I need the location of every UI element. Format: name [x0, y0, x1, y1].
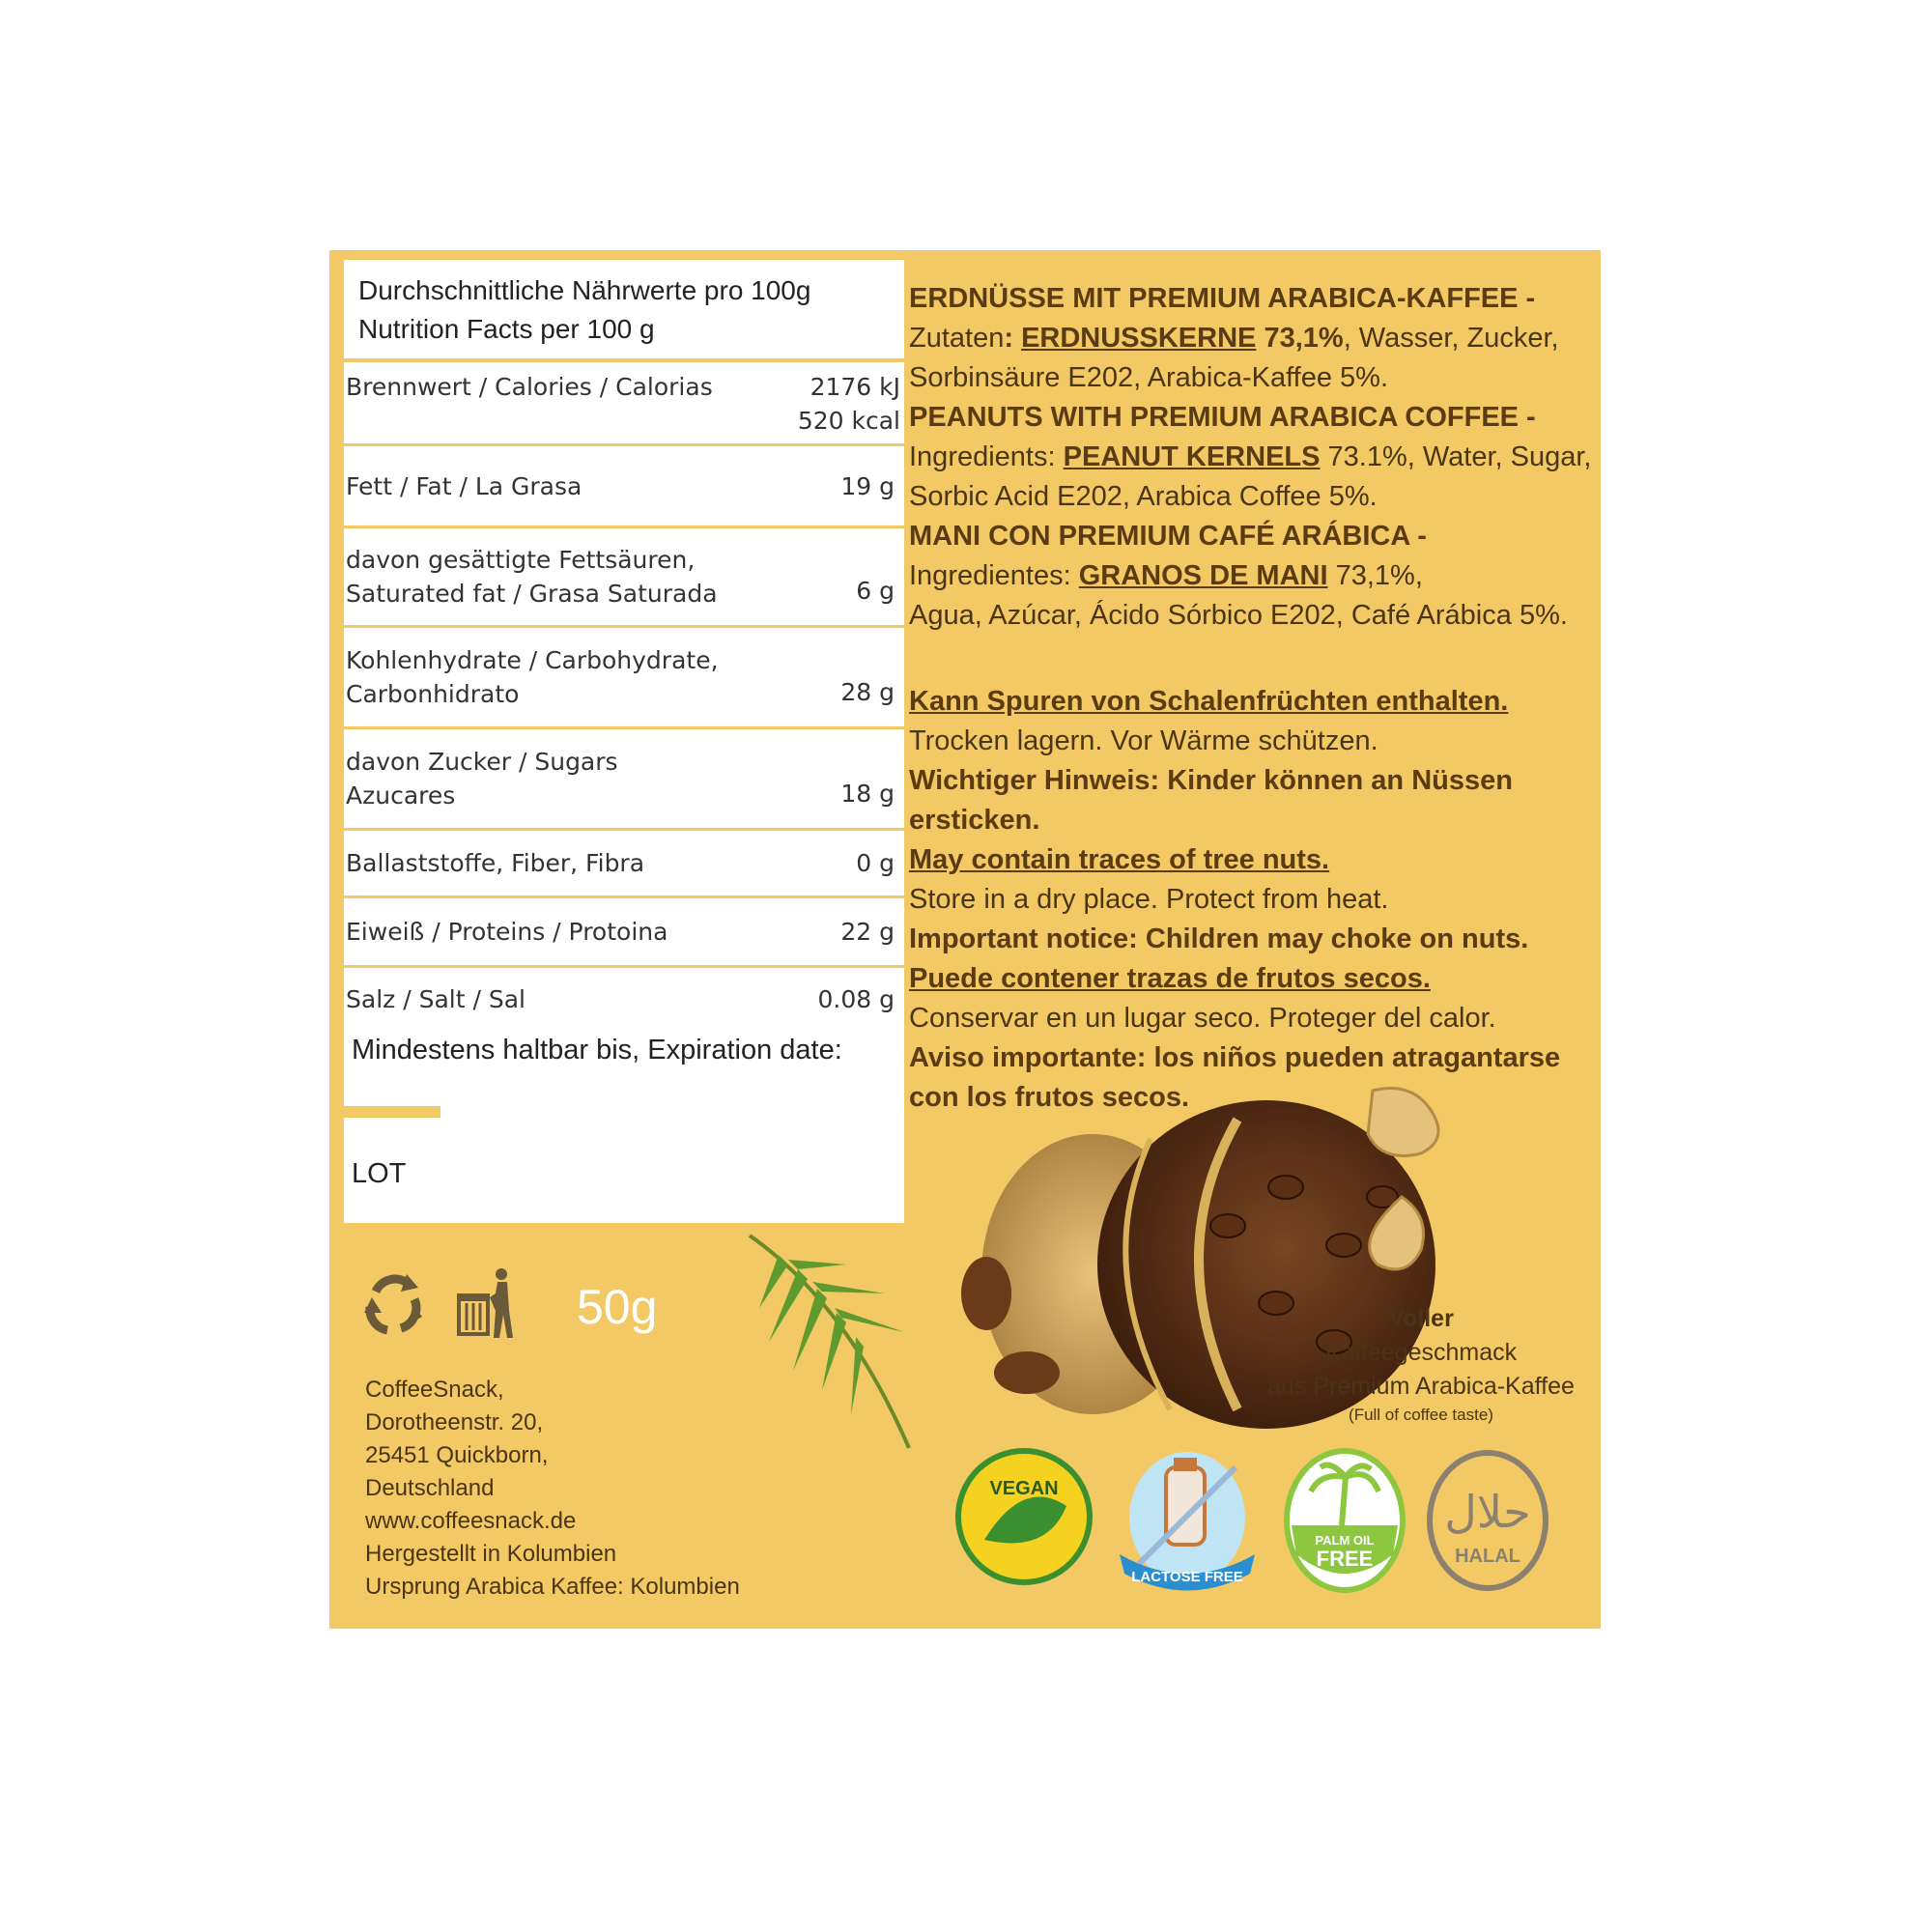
- nutrition-header: [344, 260, 904, 362]
- expiry-label: Mindestens haltbar bis, Expiration date:: [352, 1035, 842, 1065]
- ingredients-main-en: PEANUT KERNELS: [1063, 441, 1321, 472]
- nutrition-value: 0.08 g: [817, 985, 895, 1013]
- warning-store-es: Conservar en un lugar seco. Proteger del calor.: [909, 1003, 1496, 1034]
- nutrition-row-protein: [344, 898, 904, 968]
- lot-label: LOT: [352, 1158, 407, 1189]
- nutrition-label: [346, 745, 618, 812]
- nutrition-label: Brennwert / Calories / Calorias: [346, 373, 713, 401]
- nutrition-label-line2: Saturated fat / Grasa Saturada: [346, 580, 718, 608]
- ingredients-main-es: GRANOS DE MANI: [1078, 560, 1328, 591]
- ingredients-rest-es: 73,1%,: [1327, 560, 1423, 591]
- warning-store-de: Trocken lagern. Vor Wärme schützen.: [909, 725, 1378, 756]
- nutrition-value: [798, 362, 900, 438]
- halal-arabic-text: حلال: [1444, 1486, 1531, 1538]
- palm-oil-free-icon: [1282, 1448, 1407, 1593]
- nutrition-label: Fett / Fat / La Grasa: [346, 471, 582, 500]
- address-line: CoffeeSnack,: [365, 1377, 504, 1403]
- product-label: [329, 250, 1601, 1629]
- nutrition-value: 0 g: [856, 849, 895, 877]
- nutrition-label-line1: davon Zucker / Sugars: [346, 748, 618, 776]
- nutrition-row-saturated-fat: [344, 528, 904, 628]
- nutrition-row-fat: [344, 446, 904, 528]
- ingredients-prefix-en: Ingredients:: [909, 441, 1064, 472]
- nutrition-label-line1: davon gesättigte Fettsäuren,: [346, 546, 696, 574]
- tagline-line1: Voller: [1388, 1305, 1454, 1332]
- ingredients-colon-de: :: [1004, 323, 1022, 354]
- disposal-icons: [358, 1264, 517, 1342]
- spacer: [909, 636, 1597, 682]
- nutrition-value: 6 g: [856, 577, 895, 605]
- nutrition-header-de: Durchschnittliche Nährwerte pro 100g: [358, 275, 811, 305]
- nutrition-label: [346, 543, 718, 611]
- ingredients-en: [909, 438, 1597, 517]
- nutrition-row-sugars: [344, 729, 904, 831]
- nutrition-value: 19 g: [840, 471, 895, 500]
- nutrition-value-kj: 2176 kJ: [810, 373, 900, 401]
- tagline-line2: Kaffeegeschmack: [1324, 1339, 1518, 1366]
- warning-notice-en: Important notice: Children may choke on nuts.: [909, 923, 1529, 954]
- warning-traces-de: Kann Spuren von Schalenfrüchten enthalten.: [909, 686, 1509, 717]
- ingredients-title-en: PEANUTS WITH PREMIUM ARABICA COFFEE -: [909, 402, 1536, 433]
- warning-notice-es: Aviso importante: los niños pueden atragantarse con los frutos secos.: [909, 1042, 1561, 1113]
- lactose-free-badge: [1110, 1448, 1264, 1593]
- nutrition-table: [344, 260, 904, 1031]
- address-line: Ursprung Arabica Kaffee: Kolumbien: [365, 1574, 740, 1600]
- nutrition-label-line2: Azucares: [346, 781, 456, 810]
- nutrition-header-en: Nutrition Facts per 100 g: [358, 314, 655, 344]
- halal-icon: [1425, 1448, 1550, 1593]
- palm-oil-free-badge: [1282, 1448, 1407, 1593]
- address-line: 25451 Quickborn,: [365, 1442, 549, 1468]
- nutrition-label-line2: Carbonhidrato: [346, 680, 520, 708]
- recycle-icon: [358, 1268, 428, 1338]
- nutrition-row-fiber: [344, 831, 904, 898]
- ingredients-title-de: ERDNÜSSE MIT PREMIUM ARABICA-KAFFEE -: [909, 283, 1536, 314]
- nutrition-label-line1: Kohlenhydrate / Carbohydrate,: [346, 646, 719, 674]
- ingredients-prefix-de: Zutaten: [909, 323, 1005, 354]
- ingredients-de: [909, 319, 1597, 398]
- nutrition-row-salt: [344, 968, 904, 1031]
- ingredients-rest-de: , Wasser, Zucker, Sorbinsäure E202, Arabica-Kaffee 5%.: [909, 323, 1559, 393]
- ingredients-main-de: ERDNUSSKERNE: [1021, 323, 1257, 354]
- ingredients-rest-en: 73.1%, Water, Sugar, Sorbic Acid E202, Arabica Coffee 5%.: [909, 441, 1592, 512]
- manufacturer-address: [365, 1374, 740, 1604]
- vegan-icon: [955, 1448, 1093, 1585]
- trash-bin-icon: [455, 1264, 517, 1342]
- tagline-line4: (Full of coffee taste): [1349, 1406, 1493, 1424]
- ingredients-title-es: MANI CON PREMIUM CAFÉ ARÁBICA -: [909, 521, 1427, 552]
- halal-text: HALAL: [1455, 1546, 1520, 1567]
- nutrition-value-kcal: 520 kcal: [797, 407, 900, 435]
- halal-badge: [1425, 1448, 1550, 1593]
- palm-free-text: FREE: [1316, 1547, 1374, 1571]
- nutrition-label: Eiweiß / Proteins / Protoina: [346, 918, 668, 946]
- warning-traces-en: May contain traces of tree nuts.: [909, 844, 1330, 875]
- lactose-free-text: LACTOSE FREE: [1131, 1569, 1243, 1585]
- expiry-divider: [344, 1106, 440, 1118]
- nutrition-value: 18 g: [840, 780, 895, 808]
- nutrition-value: 22 g: [840, 918, 895, 946]
- tagline-line3: aus Premium Arabica-Kaffee: [1267, 1373, 1575, 1400]
- nutrition-row-carbohydrate: [344, 628, 904, 729]
- palm-leaf-illustration: [740, 1226, 923, 1458]
- ingredients-main-pct-de: 73,1%: [1256, 323, 1344, 354]
- warning-notice-de: Wichtiger Hinweis: Kinder können an Nüssen ersticken.: [909, 765, 1513, 836]
- ingredients-rest2-es: Agua, Azúcar, Ácido Sórbico E202, Café Arábica 5%.: [909, 600, 1568, 631]
- vegan-text: VEGAN: [989, 1478, 1059, 1499]
- nutrition-label: [346, 643, 719, 711]
- certification-badges: [955, 1448, 1550, 1593]
- address-line: Deutschland: [365, 1475, 495, 1501]
- nutrition-label: Salz / Salt / Sal: [346, 985, 526, 1013]
- vegan-badge: [955, 1448, 1093, 1593]
- warning-traces-es: Puede contener trazas de frutos secos.: [909, 963, 1431, 994]
- net-weight: 50g: [577, 1280, 658, 1334]
- ingredients-text: [909, 279, 1597, 1118]
- coffee-tagline: [1228, 1302, 1614, 1427]
- lactose-free-icon: [1110, 1448, 1264, 1593]
- ingredients-es: [909, 556, 1597, 596]
- nutrition-label: Ballaststoffe, Fiber, Fibra: [346, 849, 645, 877]
- address-line: www.coffeesnack.de: [365, 1508, 577, 1534]
- nutrition-value: 28 g: [840, 678, 895, 706]
- address-line: Dorotheenstr. 20,: [365, 1409, 544, 1435]
- warning-store-en: Store in a dry place. Protect from heat.: [909, 884, 1389, 915]
- palm-oil-text: PALM OIL: [1315, 1533, 1375, 1548]
- expiry-box: [344, 1023, 904, 1223]
- address-line: Hergestellt in Kolumbien: [365, 1541, 617, 1567]
- ingredients-prefix-es: Ingredientes:: [909, 560, 1079, 591]
- nutrition-row-energy: [344, 362, 904, 446]
